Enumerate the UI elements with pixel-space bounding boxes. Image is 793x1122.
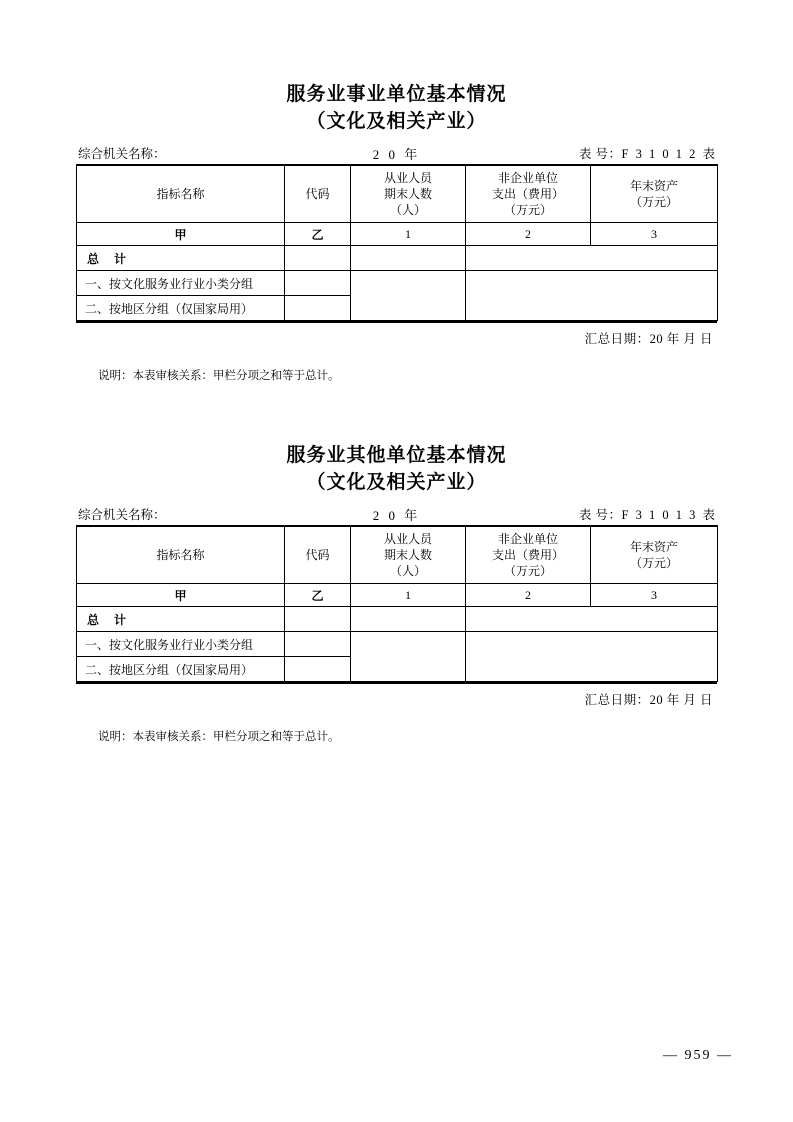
header-line: （万元） bbox=[503, 203, 552, 217]
table-row bbox=[77, 632, 718, 657]
cell-expenditure[interactable] bbox=[466, 296, 591, 321]
header-line: 期末人数 bbox=[383, 548, 432, 562]
column-code-2: 2 bbox=[466, 223, 591, 246]
header-line: 年末资产 bbox=[629, 540, 678, 554]
summary-date: 汇总日期：20 年 月 日 bbox=[584, 332, 713, 346]
form-note: 说明：本表审核关系：甲栏分项之和等于总计。 bbox=[98, 370, 340, 382]
row-label-total: 总 计 bbox=[77, 246, 285, 271]
cell-code[interactable] bbox=[285, 657, 351, 682]
table-header-row bbox=[77, 526, 718, 584]
summary-date-row bbox=[76, 329, 717, 351]
table-number-label: 表 号： bbox=[578, 147, 622, 161]
year-label: 2 0 年 bbox=[372, 508, 421, 523]
cell-employees[interactable] bbox=[351, 296, 466, 321]
header-cell-employees bbox=[351, 165, 466, 223]
header-cell-expenditure bbox=[466, 165, 591, 223]
cell-assets[interactable] bbox=[591, 296, 718, 321]
cell-assets[interactable] bbox=[591, 607, 718, 632]
table-row bbox=[77, 657, 718, 682]
cell-expenditure[interactable] bbox=[466, 657, 591, 682]
form-block-f31013 bbox=[76, 443, 717, 744]
cell-assets[interactable] bbox=[591, 657, 718, 682]
column-code-jia: 甲 bbox=[77, 584, 285, 607]
header-cell-code bbox=[285, 526, 351, 584]
row-label-total: 总 计 bbox=[77, 607, 285, 632]
form-subtitle: （文化及相关产业） bbox=[306, 111, 487, 132]
header-line: 代码 bbox=[305, 548, 330, 562]
header-line: （万元） bbox=[629, 556, 678, 570]
header-line: （人） bbox=[389, 203, 426, 217]
cell-assets[interactable] bbox=[591, 632, 718, 657]
table-row bbox=[77, 271, 718, 296]
year-label: 2 0 年 bbox=[372, 147, 421, 162]
header-line: （万元） bbox=[503, 564, 552, 578]
form-title: 服务业其他单位基本情况 bbox=[286, 445, 507, 466]
cell-code[interactable] bbox=[285, 271, 351, 296]
row-label-by-region: 二、按地区分组（仅国家局用） bbox=[77, 296, 285, 321]
row-label-by-industry: 一、按文化服务业行业小类分组 bbox=[77, 271, 285, 296]
header-line: 代码 bbox=[305, 187, 330, 201]
column-code-yi: 乙 bbox=[285, 584, 351, 607]
data-table bbox=[76, 525, 718, 682]
cell-employees[interactable] bbox=[351, 632, 466, 657]
header-line: 从业人员 bbox=[383, 532, 432, 546]
header-line: 非企业单位 bbox=[497, 532, 558, 546]
table-header-row bbox=[77, 165, 718, 223]
form-title: 服务业事业单位基本情况 bbox=[286, 84, 507, 105]
cell-code[interactable] bbox=[285, 246, 351, 271]
column-code-3: 3 bbox=[591, 223, 718, 246]
table-number bbox=[579, 505, 717, 523]
header-line: 非企业单位 bbox=[497, 171, 558, 185]
form-note: 说明：本表审核关系：甲栏分项之和等于总计。 bbox=[98, 731, 340, 743]
cell-expenditure[interactable] bbox=[466, 246, 591, 271]
form-meta-row bbox=[76, 503, 717, 525]
row-label-by-region: 二、按地区分组（仅国家局用） bbox=[77, 657, 285, 682]
header-cell-employees bbox=[351, 526, 466, 584]
table-number-value: F 3 1 0 1 3 表 bbox=[621, 508, 717, 522]
summary-date-row bbox=[76, 690, 717, 712]
header-cell-indicator bbox=[77, 165, 285, 223]
column-code-jia: 甲 bbox=[77, 223, 285, 246]
header-cell-assets bbox=[591, 526, 718, 584]
table-row bbox=[77, 607, 718, 632]
org-name-label: 综合机关名称： bbox=[78, 147, 166, 161]
header-line: 年末资产 bbox=[629, 179, 678, 193]
cell-expenditure[interactable] bbox=[466, 607, 591, 632]
header-cell-indicator bbox=[77, 526, 285, 584]
table-column-code-row bbox=[77, 223, 718, 246]
form-subtitle: （文化及相关产业） bbox=[306, 472, 487, 493]
table-bottom-rule bbox=[76, 682, 717, 684]
header-cell-expenditure bbox=[466, 526, 591, 584]
cell-code[interactable] bbox=[285, 607, 351, 632]
table-number bbox=[579, 144, 717, 162]
form-block-f31012 bbox=[76, 82, 717, 383]
column-code-3: 3 bbox=[591, 584, 718, 607]
header-line: （人） bbox=[389, 564, 426, 578]
column-code-2: 2 bbox=[466, 584, 591, 607]
table-number-label: 表 号： bbox=[578, 508, 622, 522]
cell-code[interactable] bbox=[285, 632, 351, 657]
org-name-label: 综合机关名称： bbox=[78, 508, 166, 522]
header-line: 支出（费用） bbox=[491, 187, 564, 201]
header-line: （万元） bbox=[629, 195, 678, 209]
column-code-1: 1 bbox=[351, 584, 466, 607]
table-row bbox=[77, 246, 718, 271]
header-line: 指标名称 bbox=[156, 187, 205, 201]
page-number: — 959 — bbox=[663, 1048, 733, 1063]
cell-expenditure[interactable] bbox=[466, 271, 591, 296]
table-number-value: F 3 1 0 1 2 表 bbox=[621, 147, 717, 161]
cell-employees[interactable] bbox=[351, 271, 466, 296]
header-line: 支出（费用） bbox=[491, 548, 564, 562]
header-line: 从业人员 bbox=[383, 171, 432, 185]
table-column-code-row bbox=[77, 584, 718, 607]
row-label-by-industry: 一、按文化服务业行业小类分组 bbox=[77, 632, 285, 657]
cell-assets[interactable] bbox=[591, 271, 718, 296]
table-row bbox=[77, 296, 718, 321]
column-code-1: 1 bbox=[351, 223, 466, 246]
cell-code[interactable] bbox=[285, 296, 351, 321]
data-table bbox=[76, 164, 718, 321]
header-line: 期末人数 bbox=[383, 187, 432, 201]
summary-date: 汇总日期：20 年 月 日 bbox=[584, 693, 713, 707]
header-cell-assets bbox=[591, 165, 718, 223]
cell-employees[interactable] bbox=[351, 607, 466, 632]
header-line: 指标名称 bbox=[156, 548, 205, 562]
cell-employees[interactable] bbox=[351, 246, 466, 271]
cell-employees[interactable] bbox=[351, 657, 466, 682]
header-cell-code bbox=[285, 165, 351, 223]
table-bottom-rule bbox=[76, 321, 717, 323]
form-meta-row bbox=[76, 142, 717, 164]
cell-expenditure[interactable] bbox=[466, 632, 591, 657]
column-code-yi: 乙 bbox=[285, 223, 351, 246]
cell-assets[interactable] bbox=[591, 246, 718, 271]
